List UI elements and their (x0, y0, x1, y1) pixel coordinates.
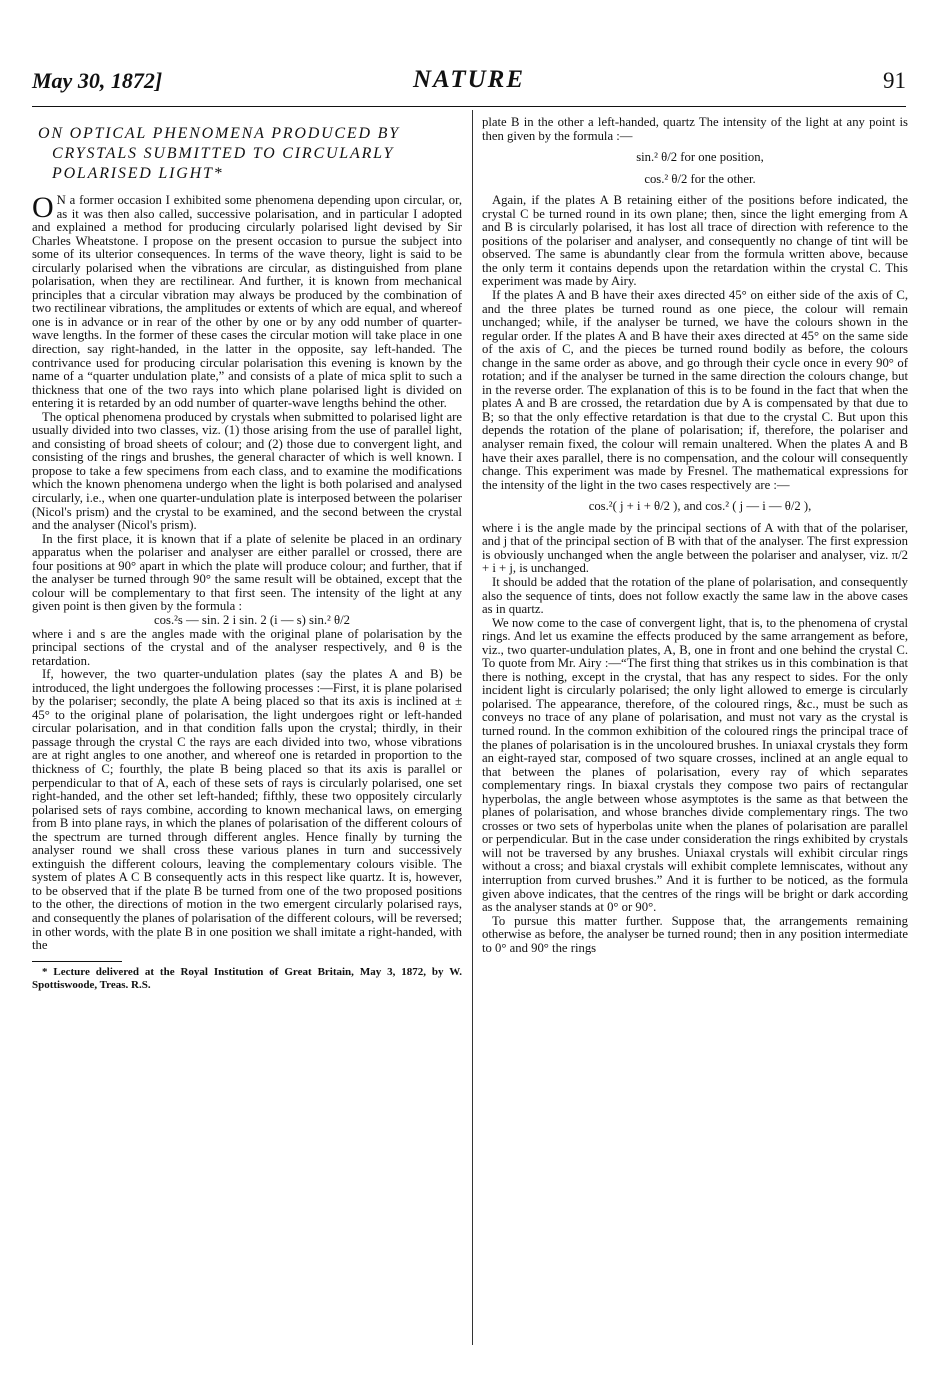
drop-cap: O (32, 191, 54, 224)
paragraph: The optical phenomena produced by crystals when submitted to polarised light are usually divided into two classes, viz. (1) those arising from the use of parallel light, and consisting of broad sheets of colour; and (2) those due to convergent light, and consisting of the rings and brushes, the general character of which is well known. I propose to take a few specimens from each class, and to examine the modifications which the known phenomena undergo when the light is both polarised and analysed circularly, i.e., when one quarter-undulation plate is interposed between the polariser (Nicol's prism) and the crystal to be examined, and the second between the crystal and the analyser (Nicol's prism). (32, 409, 462, 533)
paragraph: If the plates A and B have their axes directed 45° on either side of the axis of C, and the three plates be turned round as one piece, the colour will remain unchanged; while, if the analyser be turned, we have the colours shown in the regular order. If the plates A and B have their axes directed at 45° on the same side of the axis of C, and the pieces be turned round bodily as before, the colours change in the same order as above, and go through their cycle once in every 90° of rotation; and if the analyser be turned in the same direction the colours change, but in the reverse order. The explanation of this is to be found in the fact that when the plates A and B are crossed, the retardation due by A is compensated by that due to B; so that the only effective retardation is that due to the crystal C. But upon this depends the rotation of the plane of polarisation; if, therefore, the polariser and analyser remain fixed, the colour will remain unaltered. When the plates A and B have their axes parallel, there is no compensation, and the colour will consequently change. This experiment was made by Fresnel. The mathematical expressions for the intensity of the light in the two cases respectively are :— (482, 288, 908, 492)
paragraph: where i is the angle made by the principal sections of A with that of the polariser, and j that of the principal section of B with that of the analyser. The first expression is obviously unchanged when the angle between the polariser and analyser, viz. π/2 + i + j, is unchanged. (482, 520, 908, 576)
paragraph: We now come to the case of convergent light, that is, to the phenomena of crystal rings. And let us examine the effects produced by the same arrangement as before, viz., two quarter-undulation plates, A, B, one in front and one behind the crystal C. To quote from Mr. Airy :—“The first thing that strikes us in this combination is that there is nothing, except in the crystal, that has any respect to sides. For the only incident light is circularly polarised; the only light allowed to emerge is circularly polarised. The appearance, therefore, of the coloured rings, &c., must be such as conveys no trace of any plane of polarisation, and must not vary as the crystal is turned round. In the common exhibition of the coloured rings the principal trace of the planes of polarisation is in the uncoloured brushes. In uniaxal crystals they form an eight-rayed star, composed of two square crosses, inclined at an angle equal to that between the planes of polarisation, every ray of which separates complementary rings. In biaxal crystals they compose two pairs of rectangular hyperbolas, the angle between whose asymptotes is the same as that between the planes of polarisation, and whose branches divide complementary rings. The two crosses or two sets of hyperbolas unite when the planes of polarisation are parallel or perpendicular. But in the case under consideration the rings exhibited by crystals will not be traversed by any brushes. Uniaxal crystals will exhibit circular rings without a cross; and biaxal crystals will exhibit complete lemniscates, without any interruption from curved brushes.” And it is further to be noticed, as the formula given above indicates, that the centres of the rings will be bright or dark according as the analyser stands at 0° or 90°. (482, 615, 908, 915)
paragraph-continued: plate B in the other a left-handed, quartz The intensity of the light at any point is then given by the formula :— (482, 115, 908, 143)
formula-selenite-intensity: cos.²s — sin. 2 i sin. 2 (i — s) sin.² θ/2 (154, 612, 350, 627)
formula-sin-position: sin.² θ/2 for one position, (636, 150, 764, 165)
formula-cos-other: cos.² θ/2 for the other. (644, 171, 756, 186)
paragraph: In the first place, it is known that if a plate of selenite be placed in an ordinary apparatus when the polariser and analyser are either parallel or crossed, there are four positions at 90° apart in which the plate will produce colour; and further, that if the analyser be turned through 90° the same result will be obtained, except that the colour will be complementary to that first seen. The intensity of the light at any given point is then given by the formula : (32, 531, 462, 614)
footnote: * Lecture delivered at the Royal Institution of Great Britain, May 3, 1872, by W. Spottiswoode, Treas. R.S. (32, 965, 462, 991)
issue-date: May 30, 1872] (32, 68, 163, 93)
page-header (32, 66, 906, 107)
left-column (32, 116, 462, 992)
paragraph: If, however, the two quarter-undulation plates (say the plates A and B) be introduced, the light undergoes the following processes :—First, it is plane polarised by the polariser; secondly, the plate A being placed so that its axis is inclined at ± 45° to the original plane of polarisation, the light undergoes right or left-handed circular polarisation, and in that condition falls upon the crystal; thirdly, in their passage through the crystal C the rays are each divided into two, whose vibrations are at right angles to one another, and whereof one is retarded in proportion to the thickness of C; fourthly, the plate B being placed so that its axis is parallel or perpendicular to that of A, each of these sets of rays is circularly polarised, one set right-handed, and the other set left-handed; fifthly, these two oppositely circularly polarised sets of rays combine, according to known mechanical laws, on emerging from B into plane rays, in which the planes of polarisation of the different colours of the spectrum are turned through different angles. Hence finally by turning the analyser round we shall cross these various planes in turn and successively extinguish the different colours, leaving the complementary colours visible. The system of plates A C B consequently acts in this respect like quartz. It is, however, to be observed that if the plate B be turned from one of the two proposed positions to the other, the directions of motion in the two emergent circularly polarised rays, and consequently the planes of polarisation of the different colours, will be reversed; in other words, with the plate B in one position we shall imitate a right-handed, with the (32, 667, 462, 953)
journal-title: NATURE (412, 66, 526, 93)
article-title: ON OPTICAL PHENOMENA PRODUCED BY CRYSTALS SUBMITTED TO CIRCULARLY POLARISED LIGHT* (38, 125, 400, 182)
paragraph-intro: O N a former occasion I exhibited some phenomena depending upon circular, or, as it was then also called, successive polarisation, and in particular I adopted and explained a method for producing circularly polarised light devised by Sir Charles Wheatstone. I propose on the present occasion to pursue the subject into some of its ulterior consequences. In terms of the wave theory, light is said to be circularly polarised when the vibrations are circular, as distinguished from plane polarisation, when they are rectilinear. And further, it is known from mechanical principles that a circular vibration may always be produced by the combination of two rectilinear vibrations, the amplitudes or extents of which are equal, and whereof one is in advance or in rear of the other by one or by any odd number of quarter-wave lengths. In the former of these cases the circular motion will take place in one direction, say right-handed, in the latter in the opposite, say left-handed. The contrivance used for producing circular polarisation this evening is known by the name of a “quarter undulation plate,” and consists of a plate of mica split to such a thickness that one of the two rays into which plane polarised light is divided on entering it is retarded by an odd number of quarter-wave lengths behind the other. (32, 191, 462, 411)
page-number: 91 (883, 68, 906, 93)
right-column (482, 116, 908, 955)
formula-intensity-cases: cos.²( j + i + θ/2 ), and cos.² ( j — i — θ/2 ), (588, 499, 812, 514)
paragraph: To pursue this matter further. Suppose that, the arrangements remaining otherwise as before, the analyser be turned round; then in any position intermediate to 0° and 90° the rings (482, 913, 908, 955)
column-divider (472, 110, 473, 1345)
paragraph: Again, if the plates A B retaining either of the positions before indicated, the crystal C be turned round in its own plane; then, since the light emerging from A and B is circularly polarised, it has lost all trace of direction with reference to the positions of the polariser and analyser, and consequently no change of tint will be observed. The same is abundantly clear from the formula written above, because the only term it contains depends upon the retardation within the crystal C. This experiment was made by Airy. (482, 193, 908, 289)
footnote-rule (32, 961, 122, 962)
paragraph: where i and s are the angles made with the original plane of polarisation by the principal sections of the crystal and of the analyser respectively, and θ is the retardation. (32, 626, 462, 668)
paragraph: It should be added that the rotation of the plane of polarisation, and consequently also the sequence of tints, does not follow exactly the same law in the above cases as in quartz. (482, 574, 908, 617)
